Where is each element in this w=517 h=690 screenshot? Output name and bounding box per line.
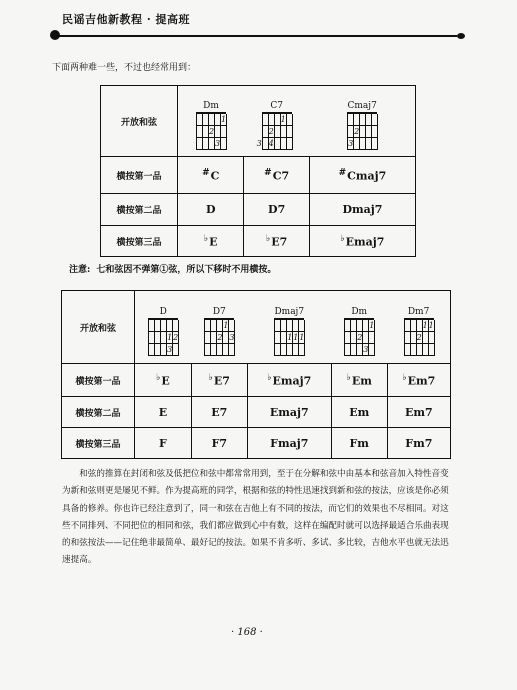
string-line	[292, 114, 293, 150]
chord-diagram-cell	[135, 291, 192, 364]
fret-line	[274, 331, 304, 332]
open-chord-label: 开放和弦	[101, 86, 178, 157]
header-rule	[52, 35, 457, 37]
chord-cell: E7	[191, 397, 247, 428]
string-line	[202, 114, 203, 150]
chord-cell: #C7	[244, 157, 309, 194]
finger-number: 2	[354, 126, 360, 136]
string-line	[148, 320, 149, 356]
finger-number: 3	[214, 138, 221, 148]
chord-diagram	[256, 100, 292, 150]
fretboard-grid	[196, 112, 226, 150]
table-row	[101, 157, 416, 194]
table-row	[62, 364, 451, 397]
chord-cell: D	[178, 194, 244, 226]
header-rule-end	[457, 33, 465, 39]
note-label: 注意:	[69, 265, 91, 275]
chord-cell: ♭Em7	[387, 364, 450, 397]
fret-line	[262, 137, 292, 138]
table-row	[62, 428, 451, 459]
finger-number: 2	[416, 332, 422, 342]
finger-number: 2	[217, 332, 223, 342]
chord-diagram	[204, 307, 234, 356]
string-line	[434, 320, 435, 356]
chord-diagram	[347, 101, 377, 150]
finger-number: 3	[348, 138, 354, 148]
string-line	[160, 320, 161, 356]
chord-cell: #C	[178, 157, 244, 194]
chord-cell: ♭Em	[331, 364, 387, 397]
string-line	[410, 320, 411, 356]
string-line	[204, 320, 205, 356]
chord-cell: ♭E	[178, 226, 244, 257]
chord-diagram	[344, 307, 374, 356]
fretboard-grid	[274, 318, 304, 356]
chord-diagram-cell	[178, 86, 244, 157]
fret-line	[262, 149, 292, 150]
body-paragraph: 和弦的推算在封闭和弦及低把位和弦中都常常用到，至于在分解和弦中由基本和弦音加入特性音变为新和弦则更是屡见不鲜。作为提高班的同学，根据和弦的特性迅速找到新和弦的按法，应该是你必须具备的修养。你也许已经注意到了，同一和弦在吉他上有不同的按法，而它们的效果也不尽相同。对这些不同排列、不同把位的相同和弦，我们都应做到心中有数，这样在编配时就可以选择最适合乐曲表现的和弦按法——记住绝非最简单、最好记的按法。如果不肯多听、多试、多比较，吉他水平也就无法迅速提高。	[62, 469, 449, 566]
chord-diagram-cell	[309, 86, 415, 157]
chord-diagram	[196, 101, 226, 150]
fret-line	[148, 331, 178, 332]
string-line	[154, 320, 155, 356]
string-line	[350, 320, 351, 356]
string-line	[377, 114, 378, 150]
finger-number: 1	[280, 114, 286, 124]
chord-cell: ♭Emaj7	[309, 226, 415, 257]
chord-diagram	[148, 307, 178, 356]
chord-diagram-cell	[191, 291, 247, 364]
fret-line	[148, 355, 178, 356]
fret-line	[347, 137, 377, 138]
finger-number: 1	[220, 114, 227, 124]
fret-line	[274, 355, 304, 356]
fret-line	[344, 331, 374, 332]
fretboard-grid	[204, 318, 234, 356]
row-label: 横按第二品	[62, 397, 135, 428]
fret-line	[404, 355, 434, 356]
chord-cell: F7	[191, 428, 247, 459]
chord-cell: ♭E7	[191, 364, 247, 397]
finger-number: 3	[256, 138, 262, 148]
chord-diagram-name: C7	[270, 100, 283, 111]
chord-cell: Em	[331, 397, 387, 428]
fret-line	[196, 125, 226, 126]
finger-number: 3	[167, 344, 173, 354]
finger-number: 2	[173, 332, 179, 342]
row-label: 横按第三品	[62, 428, 135, 459]
string-line	[365, 114, 366, 150]
chord-cell: ♭Emaj7	[247, 364, 331, 397]
fret-line	[344, 343, 374, 344]
finger-number: 1	[299, 332, 305, 342]
finger-number: 1	[167, 332, 173, 342]
finger-number: 1	[293, 332, 299, 342]
table-row	[101, 194, 416, 226]
chord-diagram-cell	[331, 291, 387, 364]
intro-text: 下面两种难一些，不过也经常用到：	[52, 63, 197, 73]
chord-diagram-name: Dmaj7	[274, 306, 305, 317]
fret-line	[347, 125, 377, 126]
note-text: 七和弦因不弹第①弦，所以下移时不用横按。	[96, 265, 277, 275]
string-line	[234, 320, 235, 356]
chord-cell: D7	[244, 194, 309, 226]
fretboard-grid	[148, 318, 178, 356]
page-header: 民谣吉他新教程 · 提高班	[62, 13, 190, 26]
finger-number: 1	[223, 320, 229, 330]
row-label: 横按第二品	[101, 194, 178, 226]
fret-line	[148, 343, 178, 344]
chord-diagram-cell	[247, 291, 331, 364]
chord-diagram-name: Cmaj7	[347, 100, 377, 111]
string-line	[226, 114, 227, 150]
string-line	[178, 320, 179, 356]
fret-line	[196, 137, 226, 138]
open-chord-label: 开放和弦	[62, 291, 135, 364]
chord-diagram	[274, 307, 304, 356]
string-line	[274, 320, 275, 356]
fretboard-grid	[404, 318, 434, 356]
finger-number: 1	[287, 332, 293, 342]
fret-line	[347, 149, 377, 150]
chord-diagram-name: Dm	[203, 100, 219, 111]
fretboard-grid	[344, 318, 374, 356]
fret-line	[196, 149, 226, 150]
fret-line	[204, 331, 234, 332]
page-number: · 168 ·	[231, 627, 263, 638]
chord-table-1	[100, 85, 416, 257]
chord-cell: Emaj7	[247, 397, 331, 428]
chord-diagram-name: Dm7	[407, 306, 430, 317]
finger-number: 2	[268, 126, 274, 136]
string-line	[262, 114, 263, 150]
string-line	[304, 320, 305, 356]
string-line	[210, 320, 211, 356]
chord-table-2	[61, 290, 451, 459]
finger-number: 1	[428, 320, 434, 330]
chord-cell: Fm	[331, 428, 387, 459]
chord-diagram	[404, 307, 434, 356]
fret-line	[344, 355, 374, 356]
table-row	[62, 397, 451, 428]
string-line	[404, 320, 405, 356]
string-line	[280, 320, 281, 356]
fret-line	[204, 355, 234, 356]
fretboard-grid	[347, 112, 377, 150]
table-row	[101, 226, 416, 257]
string-line	[286, 114, 287, 150]
chord-diagram-name: D	[159, 306, 167, 317]
chord-diagram-name: D7	[212, 306, 226, 317]
chord-cell: ♭E	[135, 364, 192, 397]
finger-number: 3	[229, 332, 235, 342]
finger-number: 3	[363, 344, 369, 354]
row-label: 横按第一品	[101, 157, 178, 194]
chord-diagram-name: Dm	[351, 306, 368, 317]
finger-number: 1	[422, 320, 428, 330]
note	[69, 262, 276, 275]
string-line	[371, 114, 372, 150]
fret-line	[262, 125, 292, 126]
row-label: 横按第一品	[62, 364, 135, 397]
finger-number: 2	[208, 126, 215, 136]
chord-cell: Fmaj7	[247, 428, 331, 459]
string-line	[374, 320, 375, 356]
row-label: 横按第三品	[101, 226, 178, 257]
fret-line	[404, 343, 434, 344]
fret-line	[404, 331, 434, 332]
string-line	[344, 320, 345, 356]
chord-cell: #Cmaj7	[309, 157, 415, 194]
string-line	[359, 114, 360, 150]
chord-cell: Dmaj7	[309, 194, 415, 226]
fretboard-grid	[256, 112, 292, 150]
chord-diagram-cell	[387, 291, 450, 364]
chord-cell: ♭E7	[244, 226, 309, 257]
chord-diagram-cell	[244, 86, 309, 157]
chord-cell: F	[135, 428, 192, 459]
finger-number: 4	[268, 138, 274, 148]
string-line	[196, 114, 197, 150]
fret-line	[204, 343, 234, 344]
finger-number: 2	[357, 332, 363, 342]
fret-line	[274, 343, 304, 344]
chord-cell: Fm7	[387, 428, 450, 459]
chord-cell: Em7	[387, 397, 450, 428]
chord-cell: E	[135, 397, 192, 428]
finger-number: 1	[369, 320, 375, 330]
